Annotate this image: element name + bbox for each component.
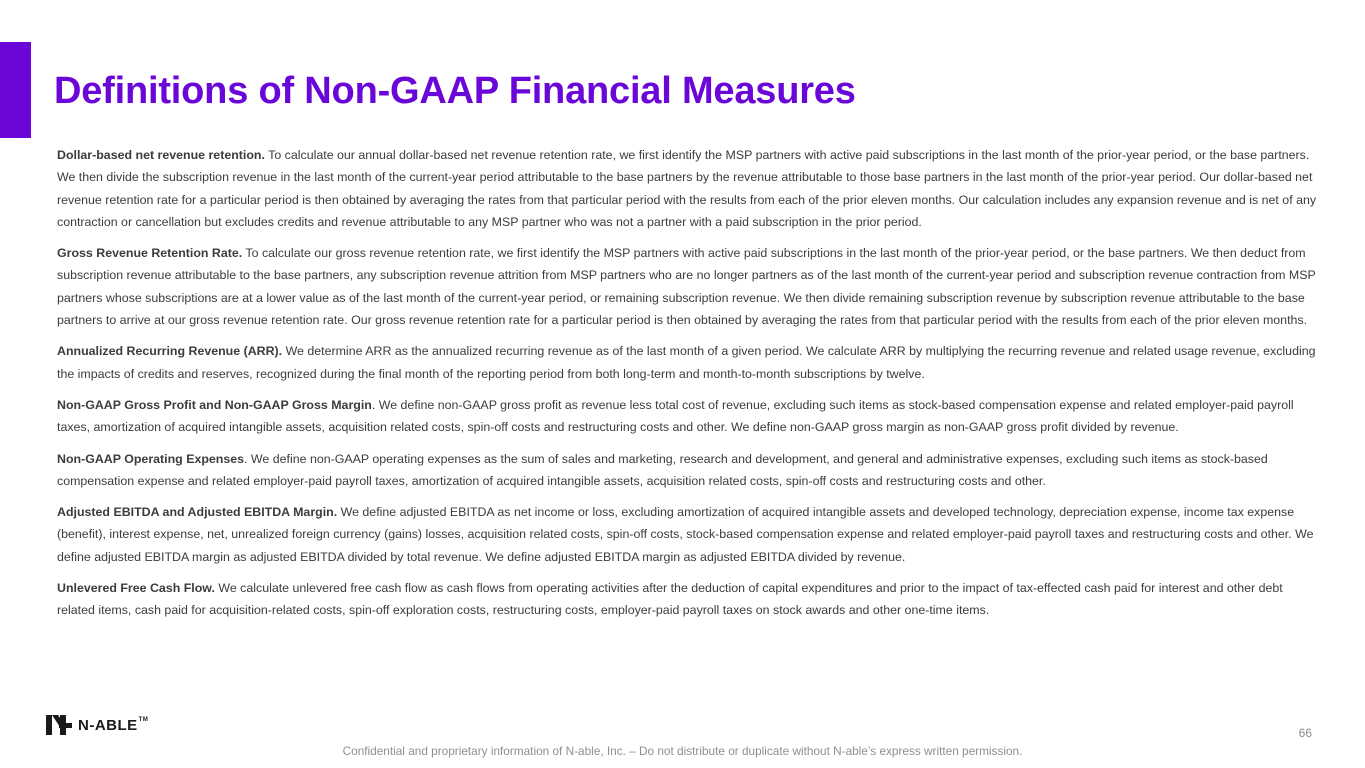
definition-text: To calculate our gross revenue retention rate, we first identify the MSP partners with active paid subscriptions in the last month of the prior-year period, or the base partners. We then deduct from subscription revenue attributable to the base partners, any subscription revenue attrition from MSP partners who are no longer partners as of the last month of the current-year period and subscription revenue contraction from MSP partners whose subscriptions are at a lower value as of the last month of the current-year period, or remaining subscription revenue. We then divide remaining subscription revenue by subscription revenue attributable to the base partners to arrive at our gross revenue retention rate. Our gross revenue retention rate for a particular period is then obtained by averaging the rates from that particular period with the results from each of the prior eleven months. [57, 246, 1316, 328]
definition-term: Dollar-based net revenue retention. [57, 148, 265, 162]
definition-text: We determine ARR as the annualized recurring revenue as of the last month of a given period. We calculate ARR by multiplying the recurring revenue and related usage revenue, excluding the impacts of credits and reserves, recognized during the final month of the reporting period from both long-term and month-to-month subscriptions by twelve. [57, 344, 1316, 381]
definition-text: . We define non-GAAP operating expenses as the sum of sales and marketing, research and development, and general and administrative expenses, excluding such items as stock-based compensation expense and related employer-paid payroll taxes, amortization of acquired intangible assets, acquisition related costs, spin-off costs and restructuring costs and other. [57, 451, 1268, 488]
definition-non-gaap-gross-profit [57, 394, 1317, 439]
definition-unlevered-free-cash-flow [57, 577, 1317, 622]
accent-bar [0, 42, 31, 138]
definition-text: We define adjusted EBITDA as net income or loss, excluding amortization of acquired intangible assets and developed technology, depreciation expense, income tax expense (benefit), interest expense, net, unrealized foreign currency (gains) losses, acquisition related costs, spin-off costs, stock-based compensation expense and related employer-paid payroll taxes and restructuring costs and other. We define adjusted EBITDA margin as adjusted EBITDA divided by total revenue. We define adjusted EBITDA margin as adjusted EBITDA divided by revenue. [57, 505, 1314, 564]
n-able-logo-icon [46, 715, 72, 735]
definition-text: . We define non-GAAP gross profit as revenue less total cost of revenue, excluding such items as stock-based compensation expense and related employer-paid payroll taxes, amortization of acquired intangible assets, acquisition related costs, spin-off costs and restructuring costs and other. We define non-GAAP gross margin as non-GAAP gross profit divided by revenue. [57, 397, 1294, 435]
definition-term: Non-GAAP Gross Profit and Non-GAAP Gross Margin [57, 397, 372, 412]
n-able-logo [46, 714, 148, 736]
definition-term: Gross Revenue Retention Rate. [57, 246, 243, 261]
definition-text: To calculate our annual dollar-based net revenue retention rate, we first identify the MSP partners with active paid subscriptions in the last month of the prior-year period, or the base partners. We then divide the subscription revenue in the last month of the current-year period attributable to the base partners by the revenue attributable to those base partners in the last month of the prior-year period. Our dollar-based net revenue retention rate for a particular period is then obtained by averaging the rates from that particular period with the results from each of the prior eleven months. Our calculation includes any expansion revenue and is net of any contraction or cancellation but excludes credits and revenue attributable to any MSP partner who was not a partner with a paid subscription in the prior period. [57, 148, 1317, 229]
definition-non-gaap-operating-expenses [57, 448, 1317, 493]
logo-wordmark: N-ABLE™ [78, 716, 149, 734]
definition-adjusted-ebitda [57, 501, 1317, 568]
logo-trademark: TM [138, 716, 149, 723]
page-number: 66 [1298, 726, 1312, 740]
confidentiality-footer: Confidential and proprietary information of N-able, Inc. – Do not distribute or duplicate without N-able’s express written permission. [342, 744, 1023, 758]
definition-term: Non-GAAP Operating Expenses [57, 451, 245, 466]
definition-term: Adjusted EBITDA and Adjusted EBITDA Margin. [57, 505, 338, 520]
definitions-list [57, 144, 1317, 631]
definition-arr [57, 340, 1317, 385]
definition-gross-revenue-retention-rate [57, 242, 1317, 331]
definition-text: We calculate unlevered free cash flow as cash flows from operating activities after the deduction of capital expenditures and prior to the impact of tax-effected cash paid for interest and other debt related items, cash paid for acquisition-related costs, spin-off exploration costs, restructuring costs, employer-paid payroll taxes on stock awards and other one-time items. [57, 581, 1283, 618]
definition-term: Unlevered Free Cash Flow. [57, 581, 215, 596]
definition-dollar-based-net-revenue-retention [57, 144, 1317, 233]
definition-term: Annualized Recurring Revenue (ARR). [57, 344, 283, 359]
page-title: Definitions of Non-GAAP Financial Measures [54, 70, 856, 112]
